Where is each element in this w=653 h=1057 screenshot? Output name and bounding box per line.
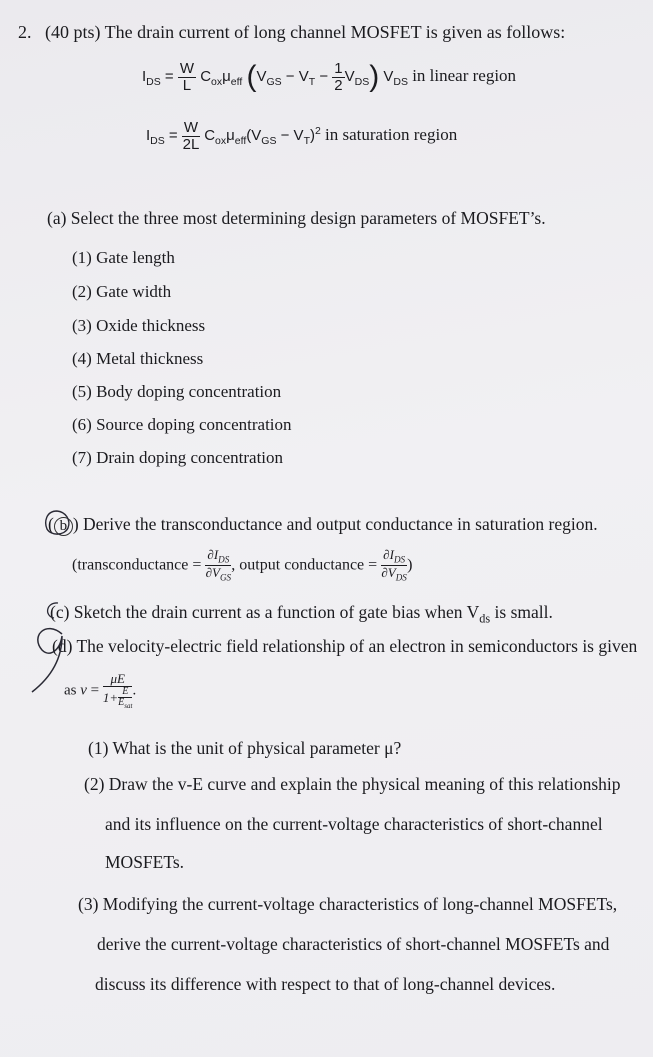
pen-annotation-c-mark	[40, 598, 66, 624]
velocity-field-equation: as v = μE 1+ $\frac{E}{E_{sat}}$ .	[64, 671, 137, 711]
part-b-definition: (transconductance = $\frac{\partial I_{DS}}{\partial V_{GS}}$ , output conductance = $\frac{\partial I_{DS}}{\partial V_{DS}}$ )	[72, 547, 413, 583]
option-item: (6) Source doping concentration	[72, 415, 292, 434]
transconductance-label: (transconductance =	[72, 556, 202, 574]
part-c-prompt: (c) Sketch the drain current as a function of gate bias when $V_{ds}$ is small.	[50, 602, 553, 626]
output-conductance-label: , output conductance =	[231, 556, 378, 574]
linear-region-label: in linear region	[412, 65, 517, 85]
pen-annotation-circle-b	[42, 508, 72, 538]
linear-region-equation: $I_{DS}$ = $\frac{W}{L}$ $C_{ox}\mu_{eff}$ ($V_{GS} - V_T$ − $\frac{1}{2}$ $V_{DS}$) $V_{DS}$ in linear region	[142, 59, 517, 94]
option-item: (5) Body doping concentration	[72, 382, 282, 401]
part-d-question-continuation: discuss its difference with respect to that of long-channel devices.	[95, 974, 556, 994]
part-d-prompt: (d) The velocity-electric field relationship of an electron in semiconductors is given	[52, 636, 638, 656]
saturation-region-label: in saturation region	[325, 125, 458, 145]
option-item: (3) Oxide thickness	[72, 316, 206, 335]
option-item: (1) Gate length	[72, 248, 175, 267]
part-d-question-continuation: derive the current-voltage characteristics of short-channel MOSFETs and	[97, 934, 610, 954]
part-a-prompt: (a) Select the three most determining design parameters of MOSFET’s.	[47, 208, 546, 228]
saturation-region-equation: $I_{DS}$ = $\frac{W}{2L}$ $C_{ox}\mu_{eff}(V_{GS} - V_T)^2$ in saturation region	[146, 119, 458, 153]
definition-close-paren: )	[407, 556, 413, 574]
part-d-question: (1) What is the unit of physical parameter μ?	[88, 738, 402, 758]
part-b-letter-circle: b	[54, 517, 73, 536]
problem-header: (40 pts) The drain current of long channel MOSFET is given as follows:	[45, 22, 566, 42]
option-item: (4) Metal thickness	[72, 349, 204, 368]
problem-number: 2.	[18, 22, 32, 42]
part-b-prompt: Derive the transconductance and output conductance in saturation region.	[83, 514, 598, 534]
option-item: (2) Gate width	[72, 282, 172, 301]
option-item: (7) Drain doping concentration	[72, 448, 284, 467]
part-d-question: (3) Modifying the current-voltage characteristics of long-channel MOSFETs,	[78, 894, 618, 914]
pen-annotation-d-swoosh	[20, 612, 80, 702]
part-b-prompt-line: ( b ) Derive the transconductance and output conductance in saturation region.	[48, 514, 598, 534]
part-d-question: (2) Draw the v-E curve and explain the physical meaning of this relationship	[84, 774, 621, 794]
part-d-question-continuation: and its influence on the current-voltage characteristics of short-channel	[105, 814, 603, 834]
part-d-question-continuation: MOSFETs.	[105, 852, 185, 872]
